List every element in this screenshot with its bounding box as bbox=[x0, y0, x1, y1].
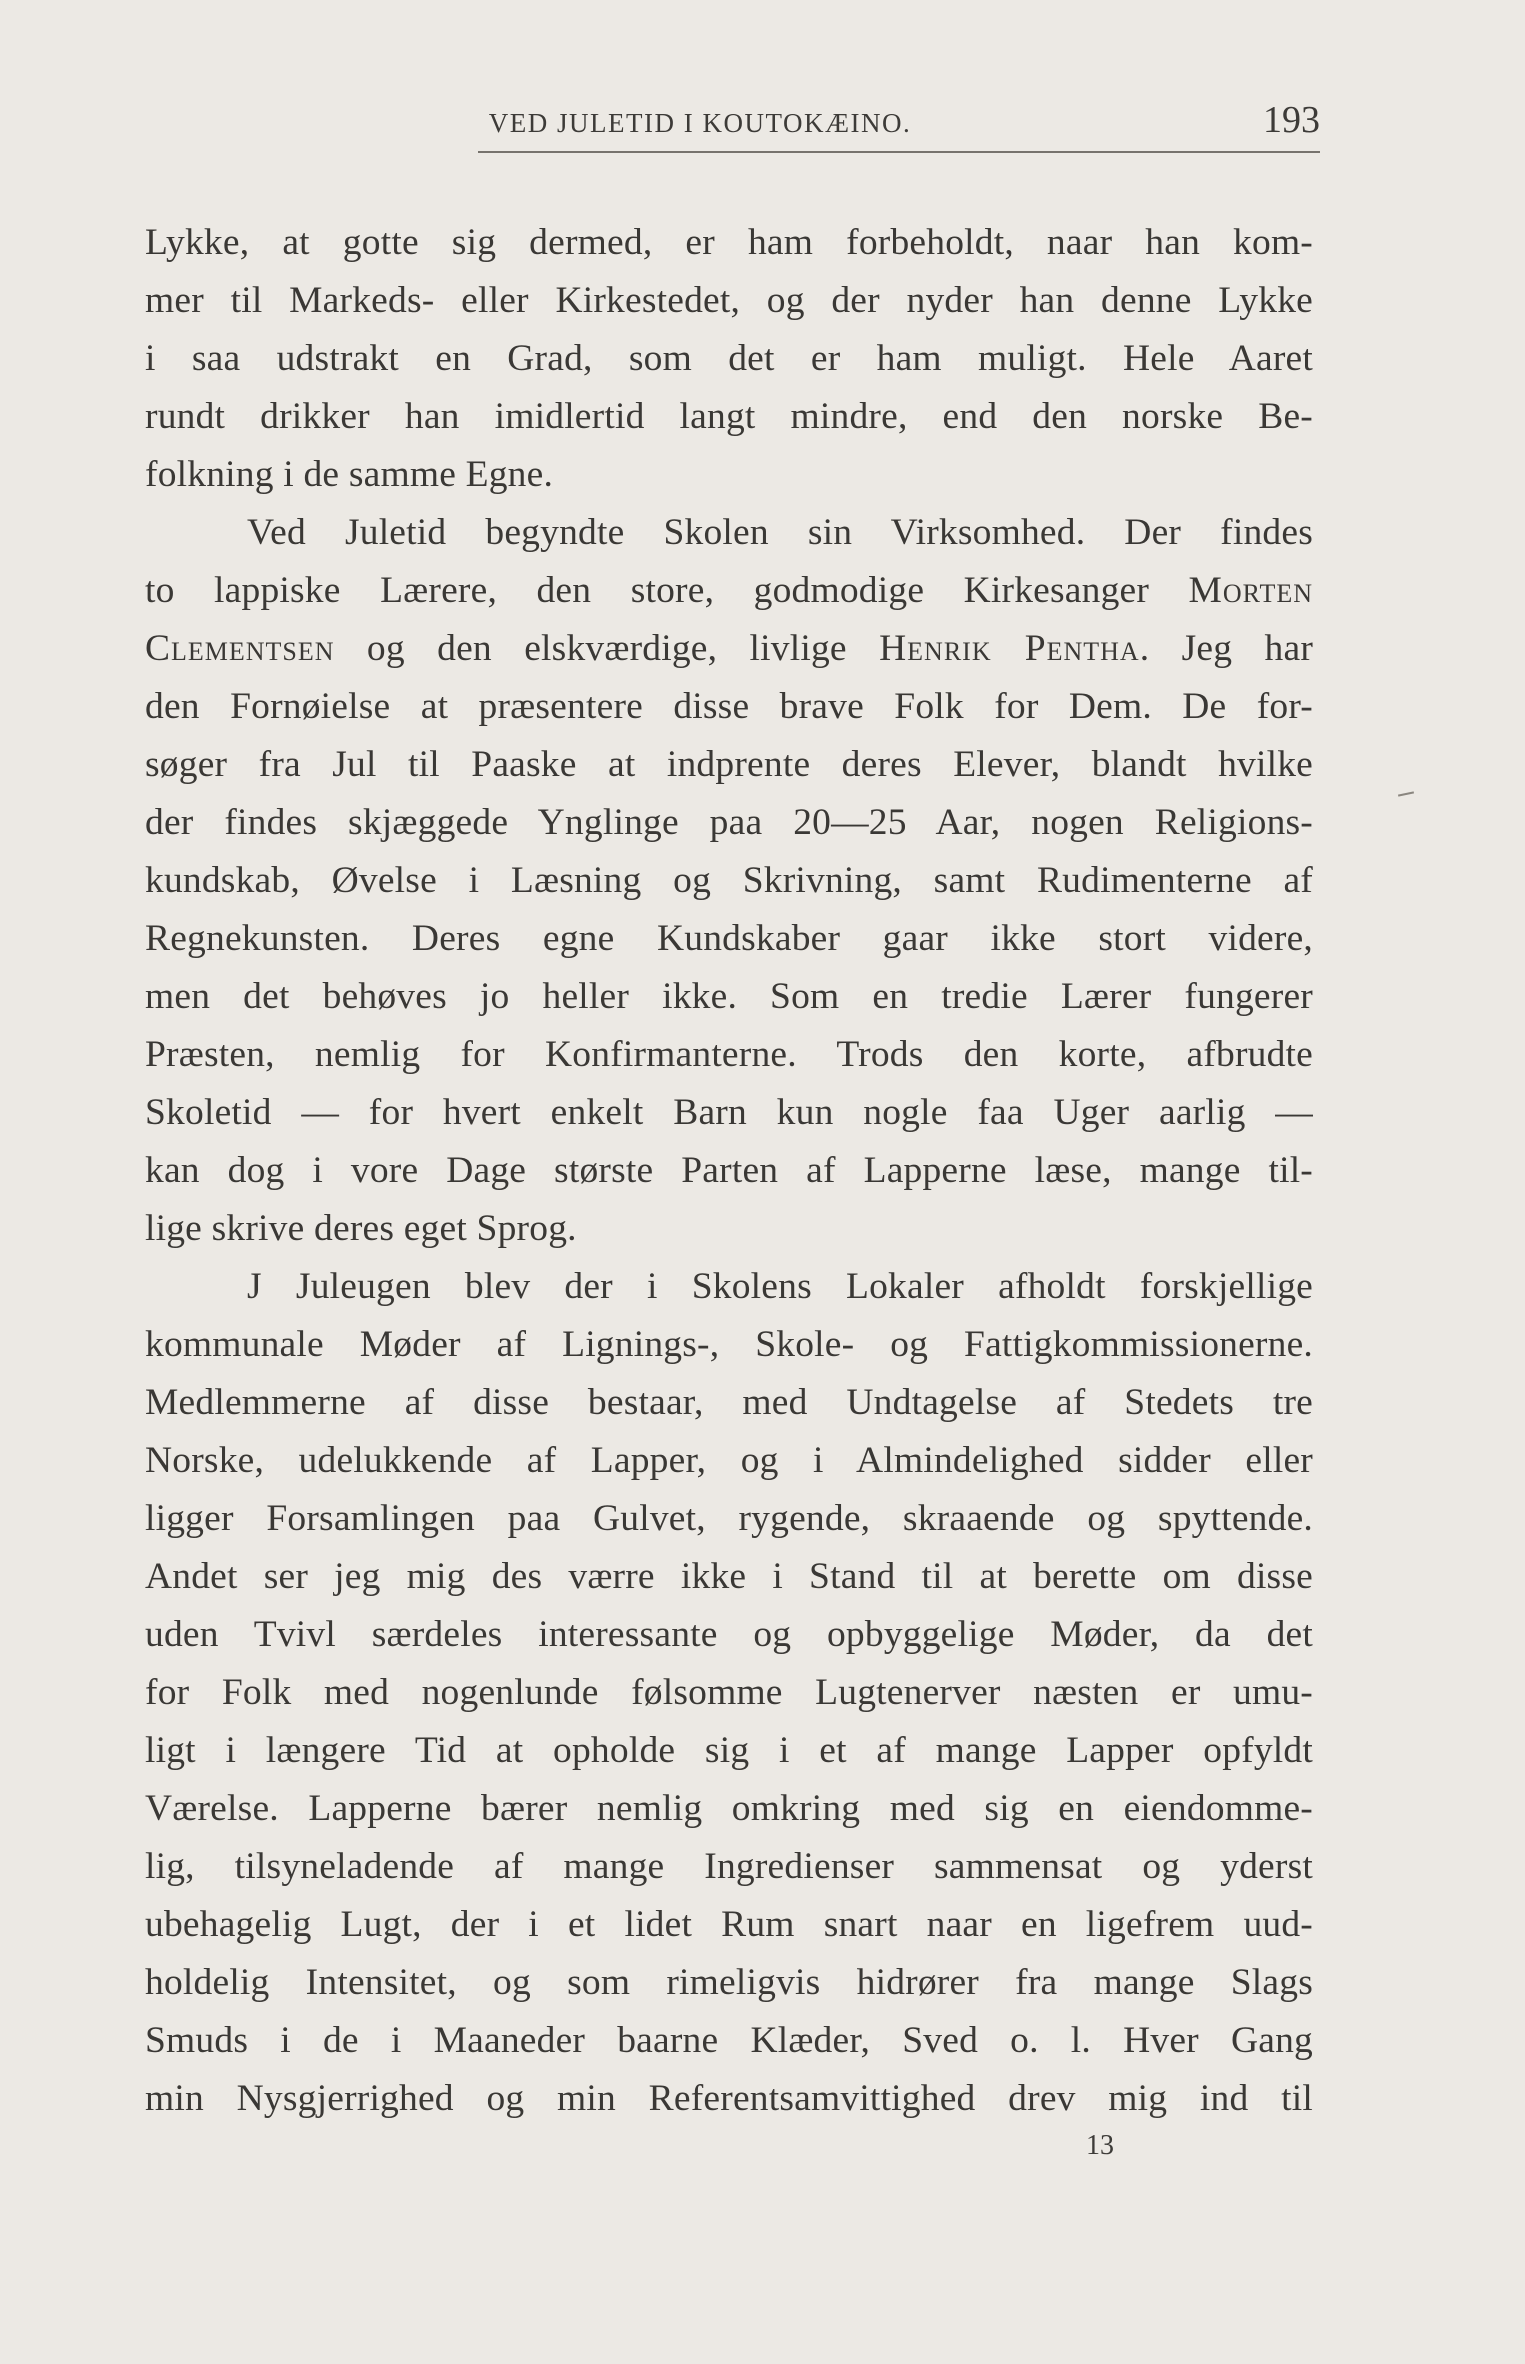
text-line: Regnekunsten. Deres egne Kundskaber gaar ikke stort videre, bbox=[145, 918, 1313, 959]
person-name: Henrik Pentha bbox=[879, 628, 1140, 669]
text-line: min Nysgjerrighed og min Referentsamvittighed drev mig ind til bbox=[145, 2078, 1313, 2119]
text-segment: og den elskværdige, livlige bbox=[334, 628, 880, 669]
page-number: 193 bbox=[1263, 99, 1320, 141]
text-line: J Juleugen blev der i Skolens Lokaler afholdt forskjellige bbox=[247, 1266, 1313, 1307]
text-line: Lykke, at gotte sig dermed, er ham forbeholdt, naar han kom- bbox=[145, 222, 1313, 263]
text-line: holdelig Intensitet, og som rimeligvis hidrører fra mange Slags bbox=[145, 1962, 1313, 2003]
text-line: Andet ser jeg mig des værre ikke i Stand til at berette om disse bbox=[145, 1556, 1313, 1597]
text-line: der findes skjæggede Ynglinge paa 20—25 Aar, nogen Religions- bbox=[145, 802, 1313, 843]
text-line: kommunale Møder af Lignings-, Skole- og Fattigkommissionerne. bbox=[145, 1324, 1313, 1365]
text-line: men det behøves jo heller ikke. Som en tredie Lærer fungerer bbox=[145, 976, 1313, 1017]
text-line: Medlemmerne af disse bestaar, med Undtagelse af Stedets tre bbox=[145, 1382, 1313, 1423]
text-line: søger fra Jul til Paaske at indprente deres Elever, blandt hvilke bbox=[145, 744, 1313, 785]
header-rule bbox=[478, 151, 1320, 153]
text-line: Ved Juletid begyndte Skolen sin Virksomhed. Der findes bbox=[247, 512, 1313, 553]
text-line: folkning i de samme Egne. bbox=[145, 454, 554, 495]
margin-mark bbox=[1398, 791, 1414, 796]
text-line bbox=[145, 562, 1313, 620]
text-line: mer til Markeds- eller Kirkestedet, og der nyder han denne Lykke bbox=[145, 280, 1313, 321]
text-line bbox=[145, 620, 1313, 678]
text-segment: to lappiske Lærere, den store, godmodige Kirkesanger bbox=[145, 570, 1189, 611]
text-line: ligt i længere Tid at opholde sig i et af mange Lapper opfyldt bbox=[145, 1730, 1313, 1771]
text-line: kan dog i vore Dage største Parten af Lapperne læse, mange til- bbox=[145, 1150, 1313, 1191]
text-line: Værelse. Lapperne bærer nemlig omkring med sig en eiendomme- bbox=[145, 1788, 1313, 1829]
text-line: Præsten, nemlig for Konfirmanterne. Trods den korte, afbrudte bbox=[145, 1034, 1313, 1075]
text-line: ubehagelig Lugt, der i et lidet Rum snart naar en ligefrem uud- bbox=[145, 1904, 1313, 1945]
body-text bbox=[145, 214, 1313, 2128]
text-line: i saa udstrakt en Grad, som det er ham muligt. Hele Aaret bbox=[145, 338, 1313, 379]
text-line: for Folk med nogenlunde følsomme Lugtenerver næsten er umu- bbox=[145, 1672, 1313, 1713]
text-line: Skoletid — for hvert enkelt Barn kun nogle faa Uger aarlig — bbox=[145, 1092, 1313, 1133]
text-line: lig, tilsyneladende af mange Ingredienser sammensat og yderst bbox=[145, 1846, 1313, 1887]
text-line: Norske, udelukkende af Lapper, og i Almindelighed sidder eller bbox=[145, 1440, 1313, 1481]
text-line: rundt drikker han imidlertid langt mindre, end den norske Be- bbox=[145, 396, 1313, 437]
text-line: kundskab, Øvelse i Læsning og Skrivning, samt Rudimenterne af bbox=[145, 860, 1313, 901]
person-name: Clementsen bbox=[145, 628, 335, 669]
text-line: den Fornøielse at præsentere disse brave Folk for Dem. De for- bbox=[145, 686, 1313, 727]
text-segment: . Jeg har bbox=[1139, 628, 1314, 669]
text-line: ligger Forsamlingen paa Gulvet, rygende, skraaende og spyttende. bbox=[145, 1498, 1313, 1539]
text-line: uden Tvivl særdeles interessante og opbyggelige Møder, da det bbox=[145, 1614, 1313, 1655]
text-line: Smuds i de i Maaneder baarne Klæder, Sved o. l. Hver Gang bbox=[145, 2020, 1313, 2061]
text-line: lige skrive deres eget Sprog. bbox=[145, 1208, 577, 1249]
person-name: Morten bbox=[1188, 570, 1313, 611]
running-head: VED JULETID I KOUTOKÆINO. bbox=[488, 108, 912, 138]
signature-mark: 13 bbox=[1086, 2130, 1114, 2161]
